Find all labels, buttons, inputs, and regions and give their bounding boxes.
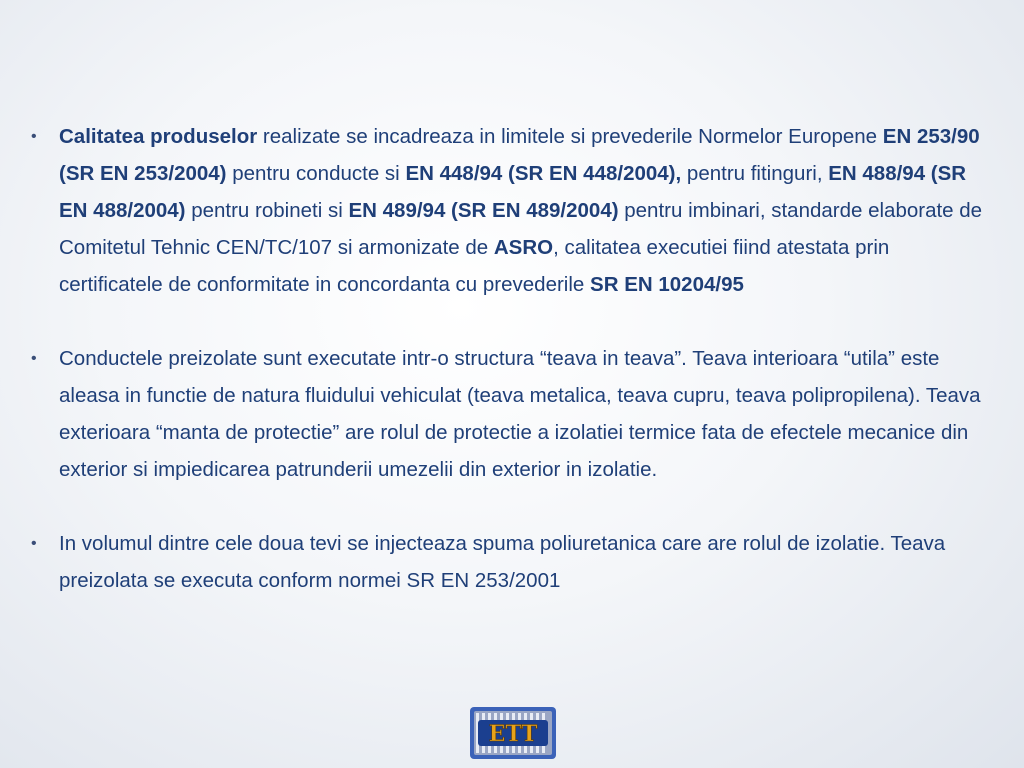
bullet-text-run: realizate se incadreaza in limitele si prevederile Normelor Europene — [257, 125, 883, 148]
bullet-text-bold: EN 448/94 (SR EN 448/2004), — [405, 162, 682, 185]
bullet-text — [59, 125, 982, 296]
bullet-text-run: pentru fitinguri, — [681, 162, 829, 185]
bullet-item — [28, 525, 996, 599]
bullet-text-run: In volumul dintre cele doua tevi se injecteaza spuma poliuretanica care are rolul de izolatie. Teava preizolata se executa conform normei SR EN 253/2001 — [59, 532, 946, 592]
bullet-text-run: Conductele preizolate sunt executate intr-o structura “teava in teava”. Teava interioara “utila” este aleasa in functie de natura fluidului vehiculat (teava metalica, teava cupru, teava polipropilena). Teava exterioara “manta de protectie” are rolul de protectie a izolatiei termice fata de efectele mecanice din exterior si impiedicarea patrunderii umezelii din exterior in izolatie. — [59, 347, 981, 481]
bullet-text-run: pentru conducte si — [226, 162, 406, 185]
bullet-marker: • — [31, 128, 37, 145]
bullet-marker: • — [31, 535, 37, 552]
bullet-text-bold: EN 488/94 (SR EN 488/2004) — [59, 162, 967, 222]
bullet-marker: • — [31, 350, 37, 367]
bullet-text-run: , calitatea executiei fiind atestata prin certificatele de conformitate in concordanta cu prevederile — [59, 236, 890, 296]
bullet-text — [59, 532, 945, 592]
bullet-text-bold: ASRO — [493, 236, 554, 259]
bullet-text-bold: Calitatea produselor — [59, 125, 258, 148]
ett-logo-graphic — [469, 706, 557, 760]
bullet-list — [28, 118, 996, 636]
bullet-text — [59, 347, 981, 481]
bullet-text-run: pentru imbinari, standarde elaborate de Comitetul Tehnic CEN/TC/107 si armonizate de — [59, 199, 983, 259]
logo-letters: ETT — [488, 721, 538, 747]
bullet-item — [28, 340, 996, 488]
ett-logo-icon — [469, 706, 557, 760]
bullet-text-bold: EN 489/94 (SR EN 489/2004) — [348, 199, 619, 222]
bullet-item — [28, 118, 996, 303]
bullet-text-bold: SR EN 10204/95 — [590, 273, 744, 296]
bullet-text-bold: EN 253/90 (SR EN 253/2004) — [59, 125, 980, 185]
bullet-text-run: pentru robineti si — [185, 199, 349, 222]
